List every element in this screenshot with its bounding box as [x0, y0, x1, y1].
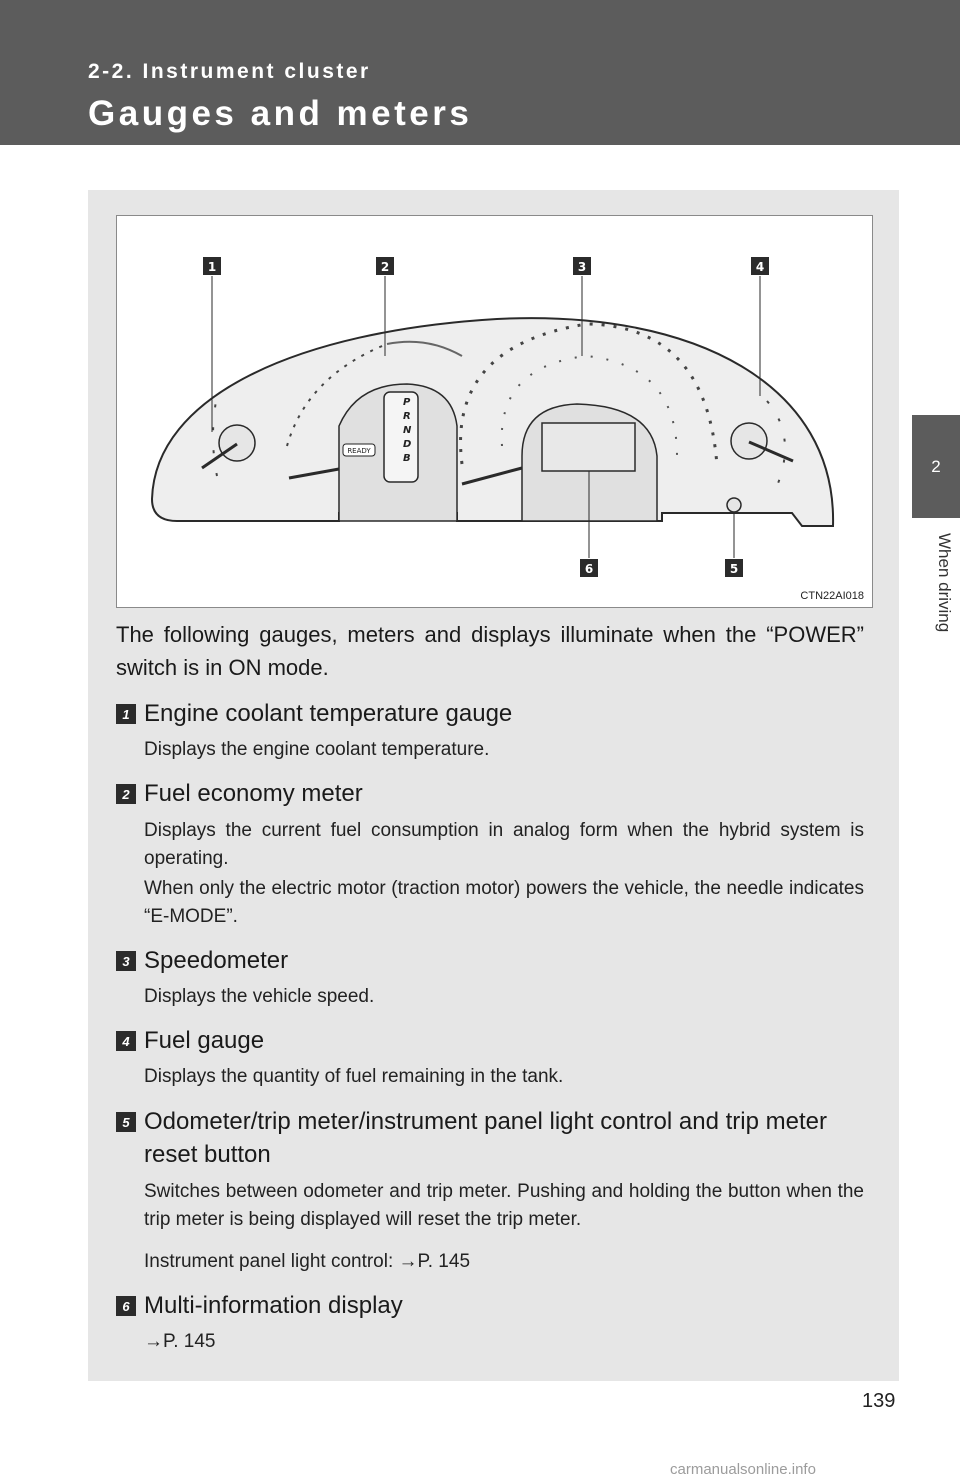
item-title-4: Fuel gauge	[144, 1027, 265, 1054]
cluster-housing	[152, 318, 833, 526]
item-description-2: Displays the current fuel consumption in analog form when the hybrid system is operating.	[144, 820, 864, 869]
callout-2: 2	[380, 260, 390, 274]
page-header	[0, 0, 960, 145]
item-description-3: Displays the vehicle speed.	[144, 986, 375, 1007]
shift-position-r: R	[403, 411, 411, 422]
callout-3: 3	[577, 260, 587, 274]
fuel-gauge-hub	[731, 423, 767, 459]
callout-4: 4	[755, 260, 765, 274]
figure-code: CTN22AI018	[800, 590, 864, 602]
item-description-5: Switches between odometer and trip meter. Pushing and holding the button when the trip meter is being displayed will reset the trip meter.	[144, 1181, 864, 1230]
section-label: 2-2. Instrument cluster	[88, 60, 371, 83]
callout-5: 5	[729, 562, 739, 576]
item-description-1: Displays the engine coolant temperature.	[144, 739, 490, 760]
trip-reset-button	[727, 498, 741, 512]
chapter-title: When driving	[935, 533, 954, 633]
item-title-2: Fuel economy meter	[144, 780, 363, 807]
item-title-5: Odometer/trip meter/instrument panel light control and trip meter reset button	[144, 1108, 827, 1168]
item-marker-4: 4	[116, 1031, 136, 1051]
coolant-gauge-hub	[219, 425, 255, 461]
shift-position-b: B	[403, 453, 411, 464]
shift-indicator-strip	[384, 392, 418, 482]
chapter-tab[interactable]	[912, 415, 960, 518]
item-marker-1: 1	[116, 704, 136, 724]
item-reference-6[interactable]: →P. 145	[144, 1331, 216, 1352]
item-marker-5: 5	[116, 1112, 136, 1132]
item-marker-3: 3	[116, 951, 136, 971]
item-description-2b: When only the electric motor (traction motor) powers the vehicle, the needle indicates “E-MODE”.	[144, 878, 864, 927]
instrument-cluster-illustration	[117, 216, 872, 607]
page-title: Gauges and meters	[88, 94, 473, 133]
chapter-title-container	[920, 525, 960, 665]
item-title-3: Speedometer	[144, 947, 289, 974]
item-reference-5[interactable]: Instrument panel light control: →P. 145	[144, 1251, 471, 1272]
intro-paragraph: The following gauges, meters and displays illuminate when the “POWER” switch is in ON mode.	[116, 622, 864, 680]
callout-6: 6	[584, 562, 594, 576]
watermark: carmanualsonline.info	[670, 1461, 816, 1478]
item-description-4: Displays the quantity of fuel remaining in the tank.	[144, 1066, 564, 1087]
shift-position-n: N	[403, 425, 412, 436]
item-marker-2: 2	[116, 784, 136, 804]
instrument-cluster-figure	[116, 215, 873, 608]
chapter-number: 2	[931, 456, 941, 476]
item-title-1: Engine coolant temperature gauge	[144, 700, 513, 727]
callout-1: 1	[207, 260, 217, 274]
ready-badge-label: READY	[347, 447, 371, 455]
page-number: 139	[862, 1390, 896, 1412]
shift-position-p: P	[403, 397, 411, 408]
item-marker-6: 6	[116, 1296, 136, 1316]
shift-position-d: D	[403, 439, 412, 450]
multi-information-display	[542, 423, 635, 471]
item-title-6: Multi-information display	[144, 1292, 403, 1319]
